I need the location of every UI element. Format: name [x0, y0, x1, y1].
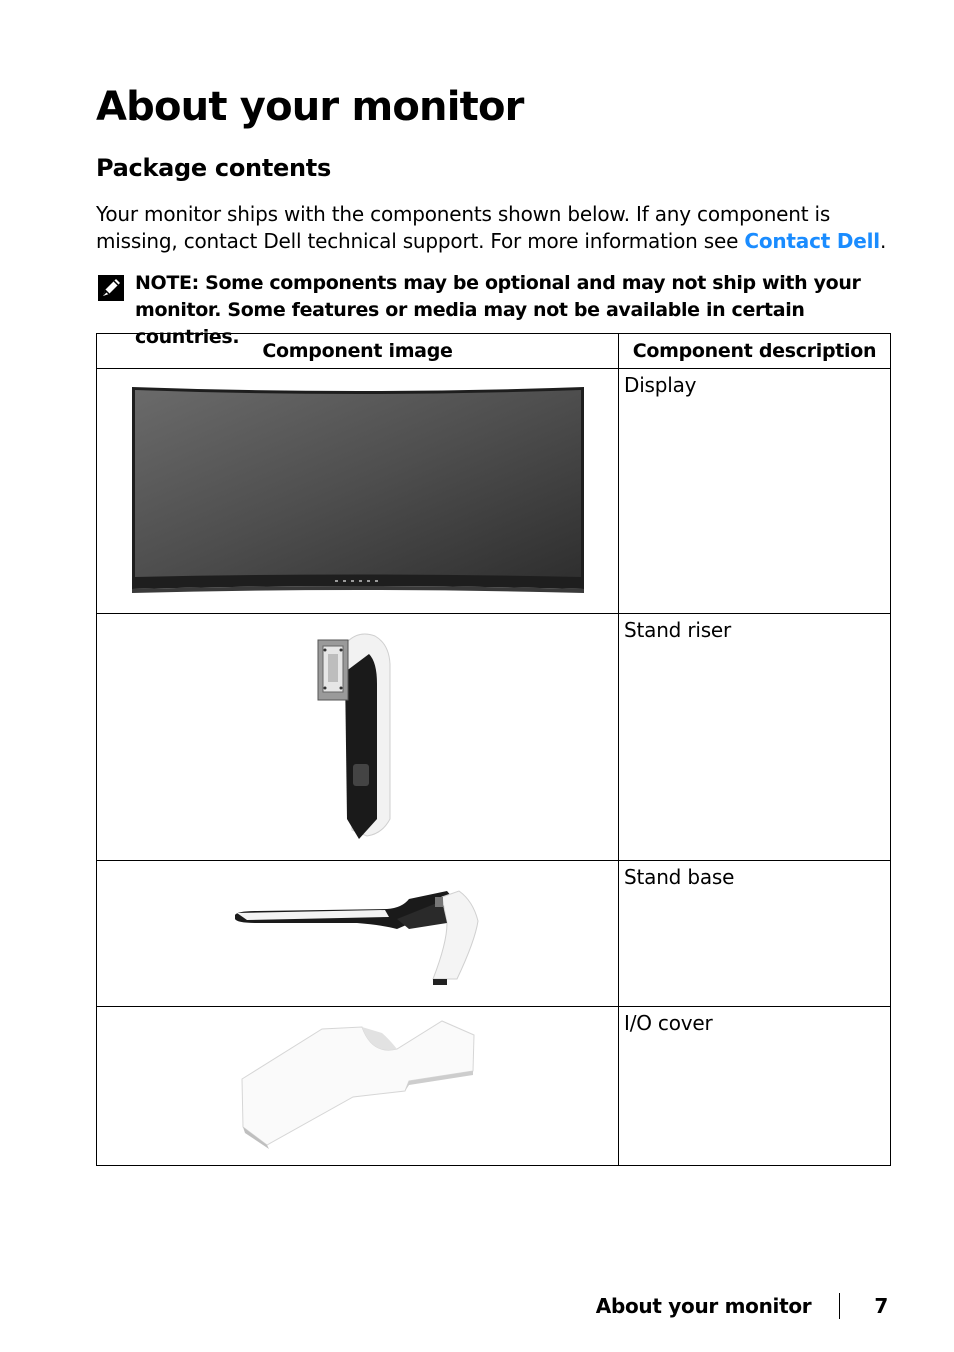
- table-row: [97, 369, 891, 614]
- table-row: [97, 614, 891, 861]
- stand-riser-description: Stand riser: [619, 614, 891, 861]
- footer-divider: [839, 1293, 840, 1319]
- page-title: About your monitor: [96, 84, 524, 130]
- contact-dell-link[interactable]: Contact Dell: [744, 229, 880, 253]
- page-number: 7: [874, 1294, 888, 1318]
- table-header-row: [97, 334, 891, 369]
- note-pencil-icon: [97, 274, 125, 302]
- curved-monitor-image: [97, 369, 617, 612]
- io-cover-image: [97, 1007, 617, 1164]
- intro-text: Your monitor ships with the components shown below. If any component is missing, contact Dell technical support. For more information see: [96, 202, 831, 253]
- section-title: Package contents: [96, 154, 331, 182]
- display-description: Display: [619, 369, 891, 614]
- page-footer: [596, 1293, 888, 1319]
- intro-paragraph: [96, 201, 896, 255]
- stand-riser-image-cell: [97, 614, 619, 861]
- stand-base-image: [97, 861, 617, 1005]
- header-component-image: Component image: [97, 334, 619, 369]
- io-cover-description: I/O cover: [619, 1007, 891, 1166]
- stand-riser-image: [97, 614, 617, 859]
- header-component-description: Component description: [619, 334, 891, 369]
- footer-section-title: About your monitor: [595, 1294, 812, 1318]
- display-image-cell: [97, 369, 619, 614]
- table-row: [97, 861, 891, 1007]
- stand-base-image-cell: [97, 861, 619, 1007]
- component-table: [96, 333, 891, 1166]
- note-text: NOTE: Some components may be optional and may not ship with your monitor. Some features or media may not be available in certain countries.: [135, 272, 861, 348]
- io-cover-image-cell: [97, 1007, 619, 1166]
- table-row: [97, 1007, 891, 1166]
- stand-base-description: Stand base: [619, 861, 891, 1007]
- intro-end: .: [879, 229, 887, 253]
